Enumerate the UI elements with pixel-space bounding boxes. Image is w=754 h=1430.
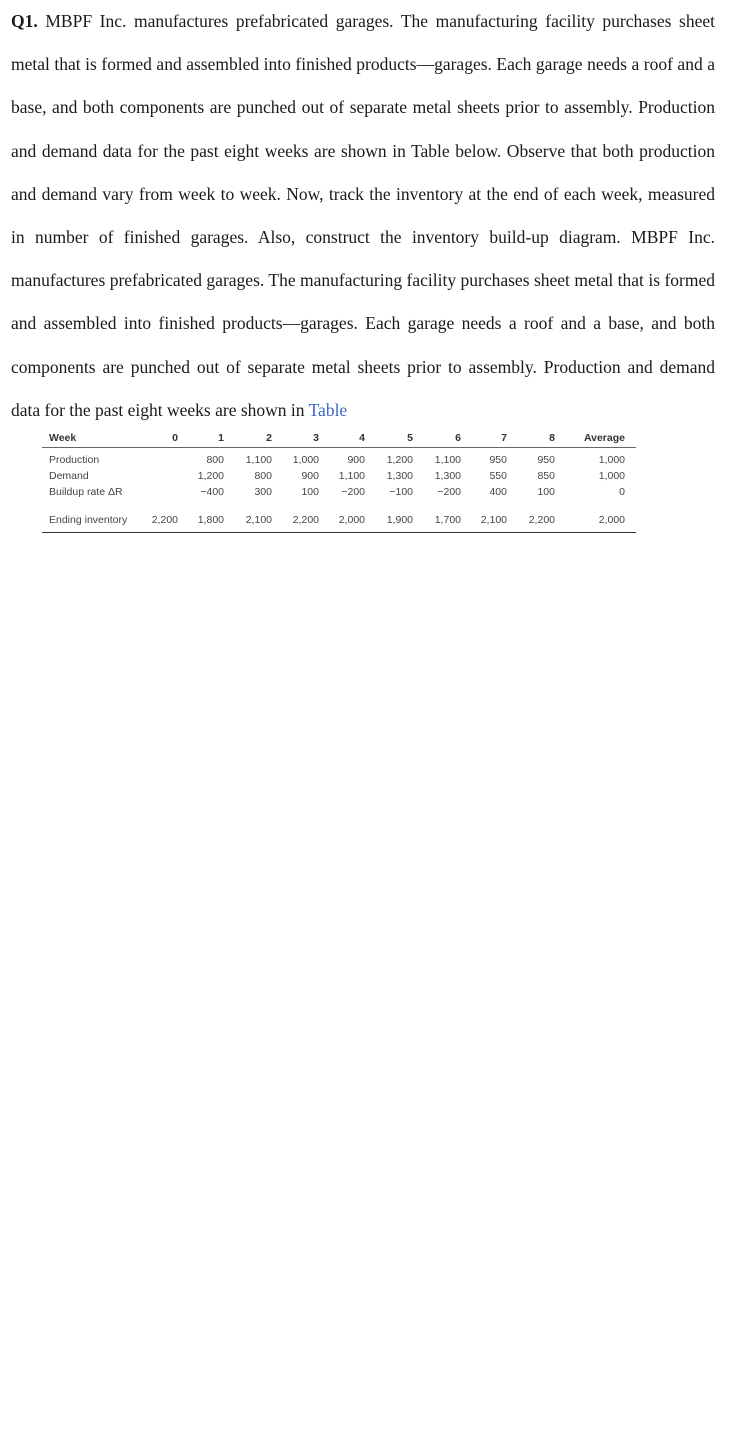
table-cell: 400 (489, 486, 507, 498)
row-label: Production (49, 454, 100, 466)
production-row (42, 448, 636, 469)
row-label: Ending inventory (42, 508, 142, 533)
table-cell-average: 2,000 (555, 508, 636, 533)
table-cell: 1,900 (365, 508, 413, 533)
table-cell-average: 1,000 (598, 454, 625, 466)
table-cell: −100 (389, 486, 413, 498)
header-week-6: 6 (413, 428, 461, 448)
table-cell-average: 0 (619, 486, 625, 498)
table-cell: 1,100 (434, 454, 461, 466)
table-cell: 900 (347, 454, 365, 466)
table-cell: −200 (341, 486, 365, 498)
table-cell: 550 (489, 470, 507, 482)
header-week-3: 3 (272, 428, 319, 448)
table-cell: 2,200 (272, 508, 319, 533)
header-week-4: 4 (319, 428, 365, 448)
table-cell: 1,800 (178, 508, 224, 533)
table-cell: 850 (537, 470, 555, 482)
table-cell: 800 (206, 454, 224, 466)
table-cell: 1,100 (338, 470, 365, 482)
question-text-block (11, 0, 715, 432)
header-week-0: 0 (142, 428, 178, 448)
header-week-5: 5 (365, 428, 413, 448)
buildup-row (42, 484, 636, 500)
table-cell (142, 448, 178, 469)
table-cell: 2,100 (461, 508, 507, 533)
header-average: Average (555, 428, 636, 448)
ending-inventory-row (42, 508, 636, 533)
table-cell: 2,000 (319, 508, 365, 533)
table-cell: 300 (254, 486, 272, 498)
table-cell: −400 (200, 486, 224, 498)
header-week: Week (42, 428, 142, 448)
table-spacer-row (42, 500, 636, 508)
table-cell: 2,200 (142, 508, 178, 533)
table-cell: 2,100 (224, 508, 272, 533)
table-cell: 950 (489, 454, 507, 466)
table-cell: 950 (537, 454, 555, 466)
table-cell: 1,100 (245, 454, 272, 466)
table-cell: 100 (301, 486, 319, 498)
table-cell: 900 (301, 470, 319, 482)
table-cell (142, 468, 178, 484)
table-cell: 100 (537, 486, 555, 498)
table-cell: 2,200 (507, 508, 555, 533)
table-cell: 1,200 (197, 470, 224, 482)
table-link[interactable]: Table (308, 399, 348, 420)
table-cell: 1,200 (386, 454, 413, 466)
table-cell: 1,000 (292, 454, 319, 466)
table-cell: −200 (437, 486, 461, 498)
row-label: Buildup rate ΔR (49, 486, 123, 498)
header-week-2: 2 (224, 428, 272, 448)
table-cell: 800 (254, 470, 272, 482)
table-header-row (42, 428, 636, 448)
table-cell: 1,700 (413, 508, 461, 533)
header-week-7: 7 (461, 428, 507, 448)
header-week-1: 1 (178, 428, 224, 448)
table-cell (142, 484, 178, 500)
table-cell: 1,300 (434, 470, 461, 482)
table-cell: 1,300 (386, 470, 413, 482)
question-body: MBPF Inc. manufactures prefabricated garages. The manufacturing facility purchases sheet metal that is formed and assembled into finished products—garages. Each garage needs a roof and a base, and both components are punched out of separate metal sheets prior to assembly. Production and demand data for the past eight weeks are shown in Table below. Observe that both production and demand vary from week to week. Now, track the inventory at the end of each week, measured in number of finished garages. Also, construct the inventory build-up diagram. MBPF Inc. manufactures prefabricated garages. The manufacturing facility purchases sheet metal that is formed and assembled into finished products—garages. Each garage needs a roof and a base, and both components are punched out of separate metal sheets prior to assembly. Production and demand data for the past eight weeks are shown in (11, 11, 715, 420)
question-number: Q1. (11, 11, 38, 31)
table-cell-average: 1,000 (598, 470, 625, 482)
header-week-8: 8 (507, 428, 555, 448)
production-demand-table (42, 428, 636, 533)
demand-row (42, 468, 636, 484)
row-label: Demand (49, 470, 89, 482)
